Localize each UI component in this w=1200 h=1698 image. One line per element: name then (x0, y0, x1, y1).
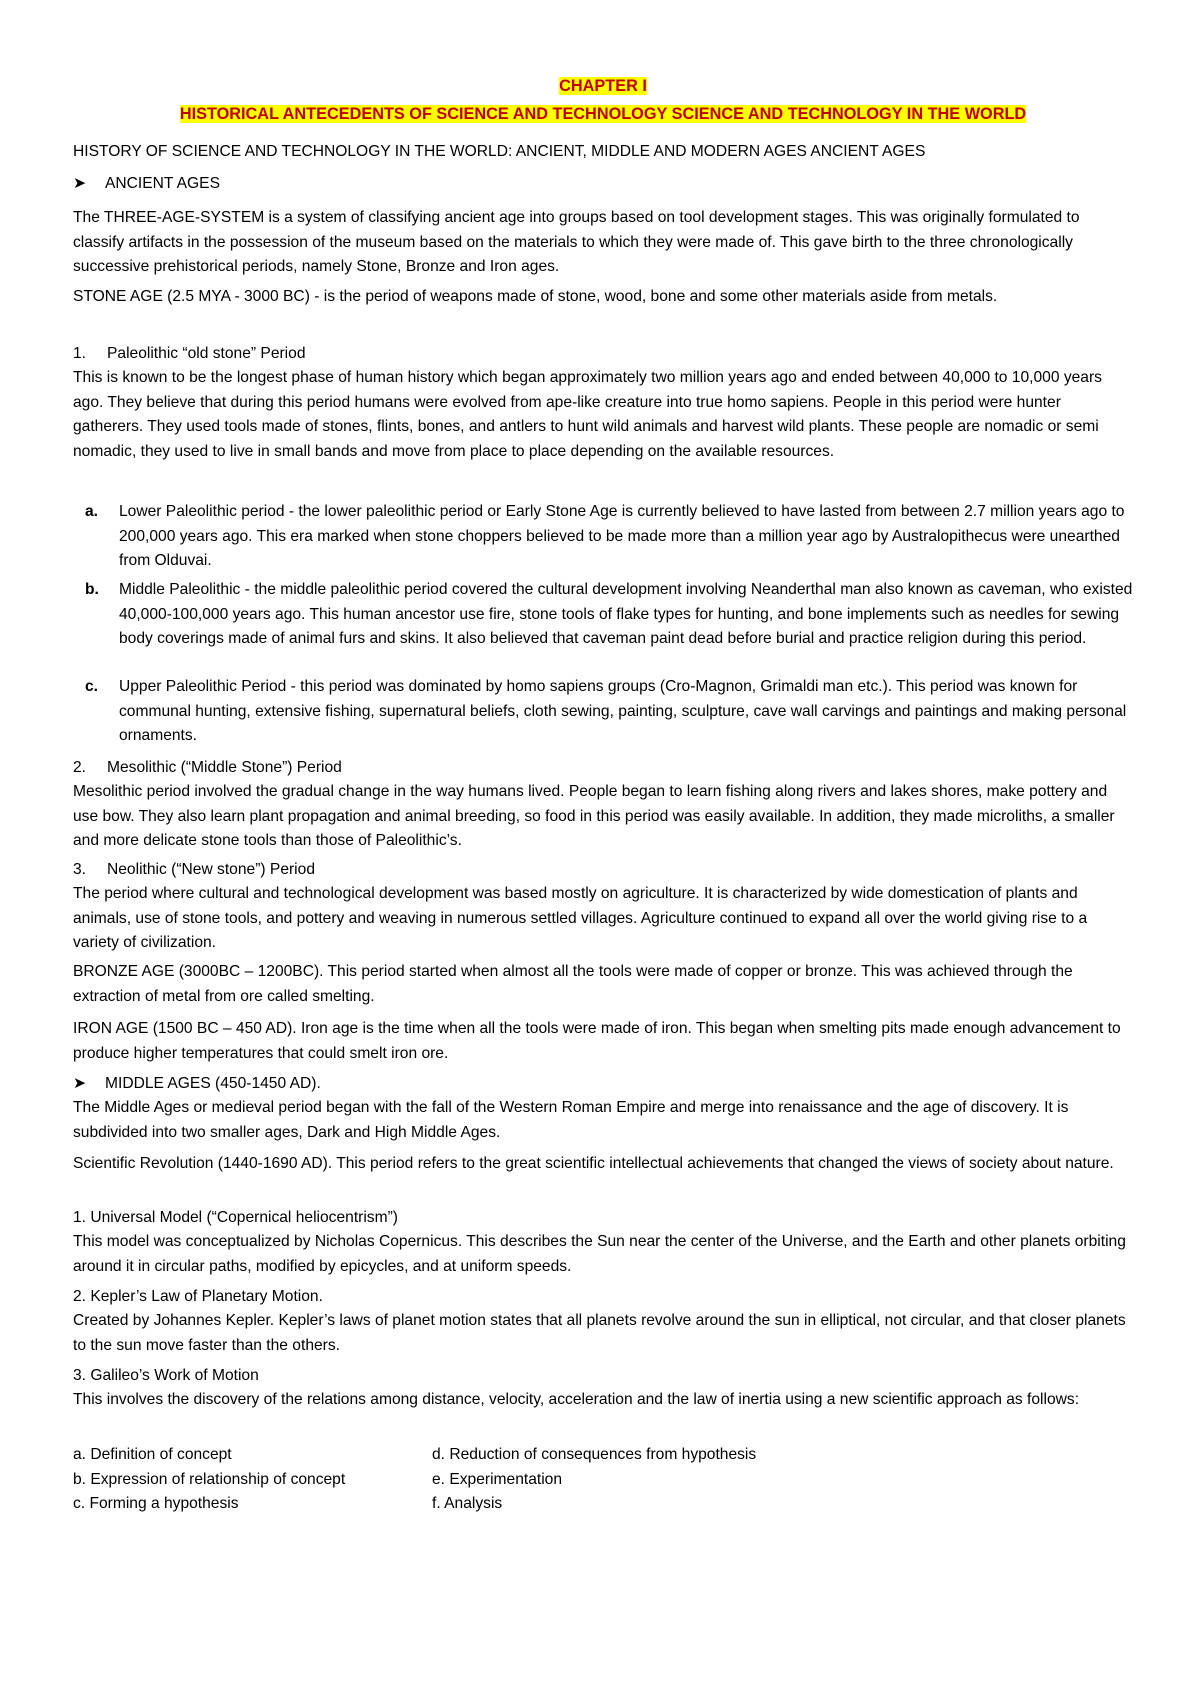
universal-model-paragraph: This model was conceptualized by Nicholas Copernicus. This describes the Sun near the center of the Universe, and the Earth and other planets orbiting around it in circular paths, modified by epicycles, and at uniform speeds. (73, 1233, 1126, 1275)
bronze-age-paragraph: BRONZE AGE (3000BC – 1200BC). This period started when almost all the tools were made of copper or bronze. This was achieved through the extraction of metal from ore called smelting. (73, 963, 1073, 1005)
ancient-ages-heading (73, 172, 1133, 197)
list-label: a. (85, 503, 99, 520)
three-age-paragraph: The THREE-AGE-SYSTEM is a system of classifying ancient age into groups based on tool development stages. This was originally formulated to classify artifacts in the possession of the museum based on the materials to which they were made of. This gave birth to the three chronologically successive prehistorical periods, namely Stone, Bronze and Iron ages. (73, 209, 1080, 276)
list-label: c. (85, 678, 99, 695)
method-steps-right (432, 1443, 1132, 1517)
sub-period-text: Lower Paleolithic period - the lower paleolithic period or Early Stone Age is currently believed to have lasted from between 2.7 million years ago to 200,000 years ago. This era marked when stone choppers believed to be made more than a million year ago by Australopithecus were unearthed from Olduvai. (119, 503, 1125, 570)
middle-ages-heading (73, 1072, 1133, 1097)
neolithic-paragraph: The period where cultural and technological development was based mostly on agriculture. It is characterized by wide domestication of plants and animals, use of stone tools, and pottery and weaving in numerous settled villages. Agriculture continued to expand all over the world giving rise to a variety of civilization. (73, 885, 1088, 952)
middle-ages-label: MIDDLE AGES (450-1450 AD). (105, 1075, 321, 1092)
neolithic-heading (73, 858, 1133, 883)
arrow-bullet-icon: ➤ (73, 1075, 87, 1092)
stone-age-paragraph: STONE AGE (2.5 MYA - 3000 BC) - is the period of weapons made of stone, wood, bone and some other materials aside from metals. (73, 288, 998, 305)
scientific-revolution-paragraph: Scientific Revolution (1440-1690 AD). This period refers to the great scientific intellectual achievements that changed the views of society about nature. (73, 1155, 1114, 1172)
list-number: 1. (73, 345, 87, 362)
paleolithic-paragraph: This is known to be the longest phase of human history which began approximately two million years ago and ended between 40,000 to 10,000 years ago. They believe that during this period humans were evolved from ape-like creature into true homo sapiens. People in this period were hunter gatherers. They used tools made of stones, flints, bones, and antlers to hunt wild animals and harvest wild plants. These people are nomadic or semi nomadic, they used to live in small bands and move from place to place depending on the available resources. (73, 369, 1102, 460)
ancient-ages-label: ANCIENT AGES (105, 175, 220, 192)
list-number: 3. (73, 861, 87, 878)
kepler-heading: 2. Kepler’s Law of Planetary Motion. (73, 1288, 323, 1305)
list-item: f. Analysis (432, 1495, 503, 1513)
list-item: a. Definition of concept (73, 1446, 232, 1463)
list-item: d. Reduction of consequences from hypothesis (432, 1446, 757, 1463)
kepler-paragraph: Created by Johannes Kepler. Kepler’s laws of planet motion states that all planets revolve around the sun in elliptical, not circular, and that closer planets to the sun move faster than the others. (73, 1312, 1126, 1354)
list-item: b. Expression of relationship of concept (73, 1470, 346, 1488)
method-steps-left (73, 1443, 433, 1517)
iron-age-paragraph: IRON AGE (1500 BC – 450 AD). Iron age is the time when all the tools were made of iron. This began when smelting pits made enough advancement to produce higher temperatures that could smelt iron ore. (73, 1020, 1121, 1062)
section-heading: HISTORY OF SCIENCE AND TECHNOLOGY IN THE WORLD: ANCIENT, MIDDLE AND MODERN AGES ANCIENT AGES (73, 143, 926, 160)
sub-period-text: Middle Paleolithic - the middle paleolithic period covered the cultural development involving Neanderthal man also known as caveman, who existed 40,000-100,000 years ago. This human ancestor use fire, stone tools of flake types for hunting, and bone implements such as needles for sewing body coverings made of animal furs and skins. It also believed that caveman paint dead before burial and practice religion during this period. (119, 581, 1133, 648)
mesolithic-label: Mesolithic (“Middle Stone”) Period (107, 759, 342, 776)
sub-period-upper (73, 675, 1133, 749)
sub-period-middle (73, 578, 1133, 652)
list-item: c. Forming a hypothesis (73, 1495, 239, 1513)
list-number: 2. (73, 759, 87, 776)
middle-ages-paragraph: The Middle Ages or medieval period began with the fall of the Western Roman Empire and merge into renaissance and the age of discovery. It is subdivided into two smaller ages, Dark and High Middle Ages. (73, 1099, 1069, 1141)
universal-model-heading: 1. Universal Model (“Copernical heliocentrism”) (73, 1209, 398, 1226)
list-item: e. Experimentation (432, 1470, 563, 1488)
galileo-paragraph: This involves the discovery of the relations among distance, velocity, acceleration and the law of inertia using a new scientific approach as follows: (73, 1391, 1080, 1408)
neolithic-label: Neolithic (“New stone”) Period (107, 861, 315, 878)
sub-period-text: Upper Paleolithic Period - this period was dominated by homo sapiens groups (Cro-Magnon, Grimaldi man etc.). This period was known for communal hunting, extensive fishing, supernatural beliefs, cloth sewing, painting, sculpture, cave wall carvings and paintings and making personal ornaments. (119, 678, 1127, 745)
chapter-title: HISTORICAL ANTECEDENTS OF SCIENCE AND TECHNOLOGY SCIENCE AND TECHNOLOGY IN THE WORLD (179, 105, 1027, 123)
paleolithic-label: Paleolithic “old stone” Period (107, 345, 306, 362)
mesolithic-heading (73, 756, 1133, 781)
galileo-heading: 3. Galileo’s Work of Motion (73, 1367, 259, 1384)
paleolithic-heading (73, 342, 1133, 367)
sub-period-lower (73, 500, 1133, 574)
list-label: b. (85, 581, 99, 598)
mesolithic-paragraph: Mesolithic period involved the gradual change in the way humans lived. People began to learn fishing along rivers and lakes shores, make pottery and use bow. They also learn plant propagation and animal breeding, so food in this period was easily available. In addition, they made microliths, a smaller and more delicate stone tools than those of Paleolithic’s. (73, 783, 1115, 850)
chapter-label: CHAPTER I (559, 77, 647, 95)
arrow-bullet-icon: ➤ (73, 175, 87, 192)
